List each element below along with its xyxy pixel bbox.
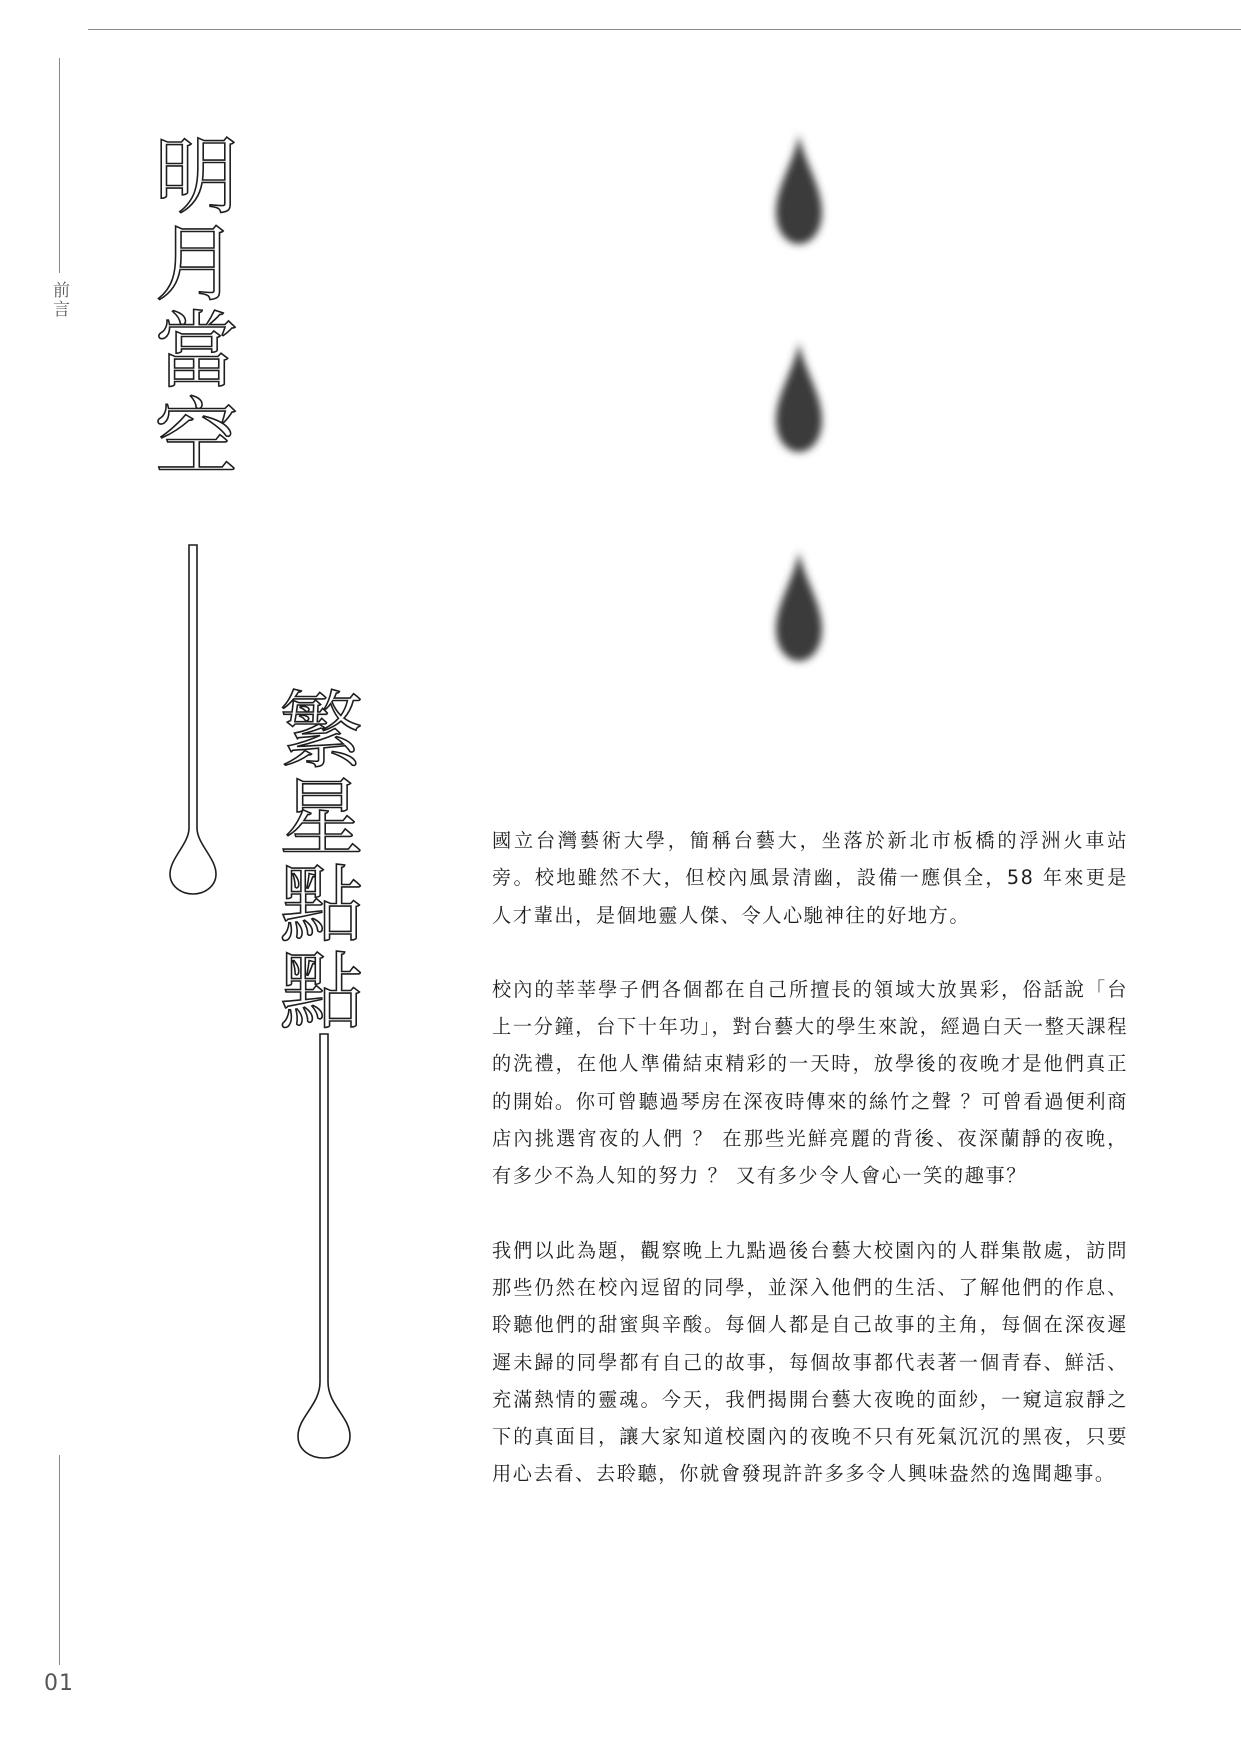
body-text xyxy=(492,822,1128,1530)
page-number: 01 xyxy=(44,1671,74,1696)
outline-drip-icon xyxy=(296,1033,352,1460)
side-rule-bottom xyxy=(59,1455,60,1665)
side-rule-top xyxy=(59,58,60,273)
title-line-two: 繁星點點 xyxy=(266,686,364,1034)
blurred-water-drop-icon xyxy=(764,126,834,258)
section-label: 前言 xyxy=(49,281,69,319)
paragraph: 校內的莘莘學子們各個都在自己所擅長的領域大放異彩，俗話說「台上一分鐘，台下十年功」，對台藝大的學生來說，經過白天一整天課程的洗禮，在他人準備結束精彩的一天時，放學後的夜晚才是他們真正的開始。你可曾聽過琴房在深夜時傳來的絲竹之聲 ？可曾看過便利商店內挑選宵夜的人們 ？ 在那些光鮮亮麗的背後、夜深蘭靜的夜晚，有多少不為人知的努力 ？ 又有多少令人會心一笑的趣事？ xyxy=(492,977,1128,1188)
title-line-one: 明月當空 xyxy=(141,132,239,480)
blurred-water-drop-icon xyxy=(764,334,834,466)
top-rule xyxy=(88,29,1241,30)
paragraph: 我們以此為題，觀察晚上九點過後台藝大校園內的人群集散處，訪問那些仍然在校內逗留的同學，並深入他們的生活、了解他們的作息、聆聽他們的甜蜜與辛酸。每個人都是自己故事的主角，每個在深夜遲遲未歸的同學都有自己的故事，每個故事都代表著一個青春、鮮活、充滿熱情的靈魂。今天，我們揭開台藝大夜晚的面紗，一窺這寂靜之下的真面目，讓大家知道校園內的夜晚不只有死氣沉沉的黑夜，只要用心去看、去聆聽，你就會發現許許多多令人興味盎然的逸聞趣事。 xyxy=(492,1238,1128,1486)
outline-drip-icon xyxy=(168,544,218,896)
paragraph: 國立台灣藝術大學，簡稱台藝大，坐落於新北市板橋的浮洲火車站旁。校地雖然不大，但校內風景清幽，設備一應俱全，58 年來更是人才輩出，是個地靈人傑、令人心馳神往的好地方。 xyxy=(492,829,1128,927)
blurred-water-drop-icon xyxy=(764,543,834,675)
